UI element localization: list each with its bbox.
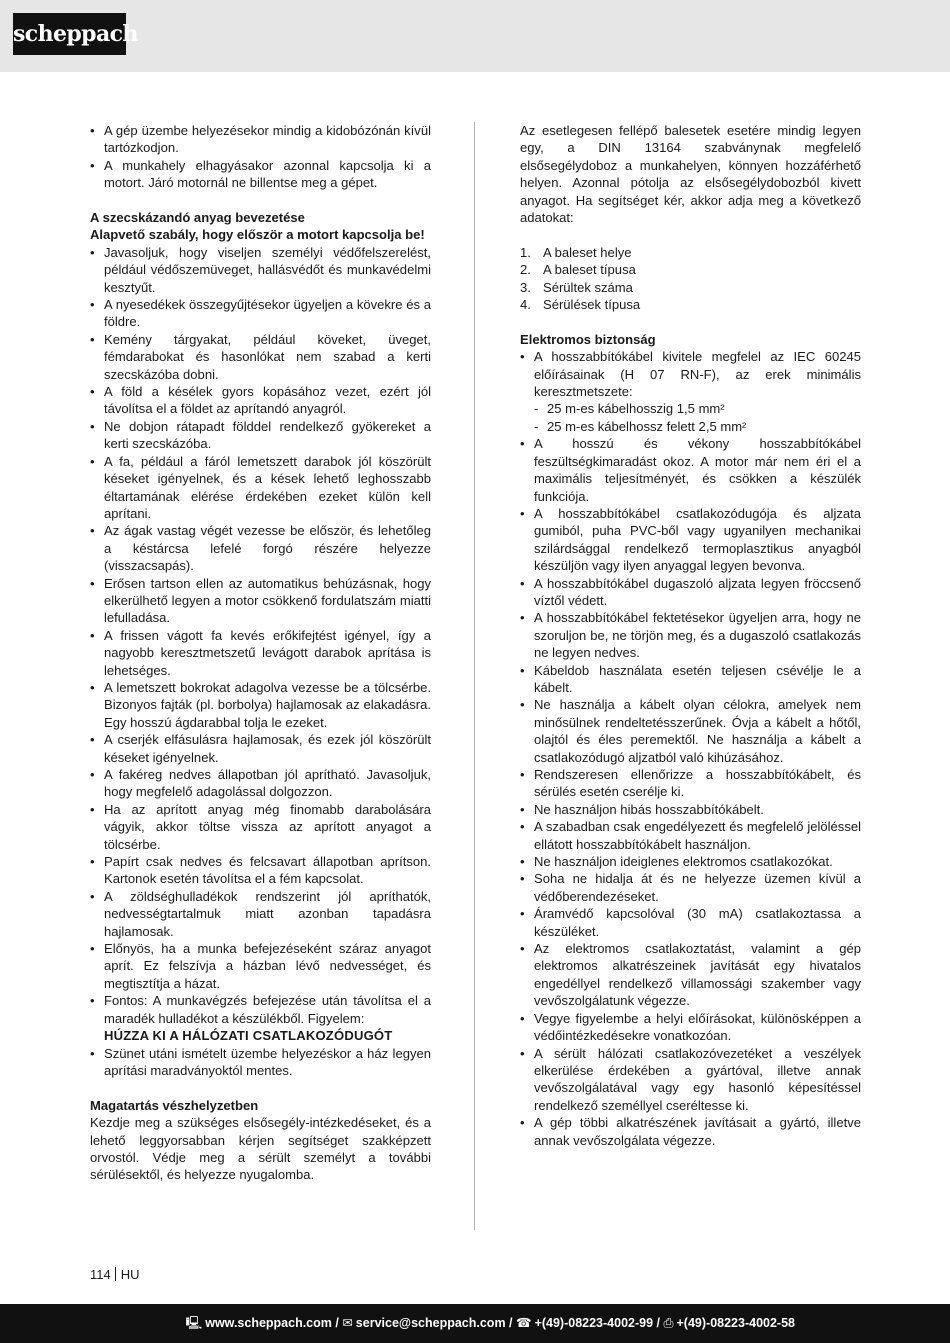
page-number-value: 114 [90, 1267, 111, 1282]
list-item: • A cserjék elfásulásra hajlamosak, és ezek jól köszörült késeket igényelnek. [90, 731, 431, 766]
list-item: • A fakéreg nedves állapotban jól aprítható. Javasoljuk, hogy megfelelő adagolással dolgozzon. [90, 766, 431, 801]
list-item: • A frissen vágott fa kevés erőkifejtést igényel, így a nagyobb keresztmetszetű levágott darabok aprítása is lehetséges. [90, 627, 431, 679]
numbered-item: 4. Sérülések típusa [520, 297, 641, 313]
numbered-item: 1. A baleset helye [520, 244, 632, 260]
list-item: • Vegye figyelembe a helyi előírásokat, különösképpen a védőintézkedésekre vonatkozóan. [520, 1010, 861, 1045]
list-item: • Ne használja a kábelt olyan célokra, amelyek nem minősülnek rendeltetésszerűnek. Óvja a kábelt a hőtől, olajtól és éles peremektől. Ne használja a kábelt a csatlakozódugó aljzatból való kihúzásához. [520, 696, 861, 766]
mail-icon: ✉ [342, 1316, 353, 1330]
email-link[interactable]: service@scheppach.com [355, 1316, 506, 1330]
phone-number: +(49)-08223-4002-99 [534, 1316, 654, 1330]
list-item: • A zöldséghulladékok rendszerint jól apríthatók, nedvességtartalmuk miatt azonban tapadásra hajlamosak. [90, 888, 431, 940]
list-item: • Ne használjon hibás hosszabbítókábelt. [520, 801, 861, 818]
list-item: • A sérült hálózati csatlakozóvezetéket a veszélyek elkerülése érdekében a gyártóval, illetve annak vevőszolgálatával vagy egy hasonló képesítéssel rendelkező személlyel cseréltesse ki. [520, 1045, 861, 1115]
contact-line: 🖳 www.scheppach.com / ✉ service@scheppach.com / ☎ +(49)-08223-4002-99 / ⎙ +(49)-08223-4002-58 [185, 1316, 795, 1330]
list-item: • Az ágak vastag végét vezesse be először, és lehetőleg a késtárcsa lefelé forgó részére helyezze (visszacsapás). [90, 522, 431, 574]
list-item: • Rendszeresen ellenőrizze a hosszabbítókábelt, és sérülés esetén cserélje ki. [520, 766, 861, 801]
scheppach-logo: scheppach [13, 13, 126, 55]
list-item: • A föld a késélek gyors kopásához vezet, ezért jól távolítsa el a földet az aprítandó anyagról. [90, 383, 431, 418]
list-item: • A nyesedékek összegyűjtésekor ügyeljen a kövekre és a földre. [90, 296, 431, 331]
fax-icon: ⎙ [663, 1316, 674, 1330]
list-item: • A szabadban csak engedélyezett és megfelelő jelöléssel ellátott hosszabbítókábelt használjon. [520, 818, 861, 853]
basic-rule: Alapvető szabály, hogy először a motort kapcsolja be! [90, 227, 425, 243]
intro-list [90, 122, 431, 192]
footer-bar [0, 1304, 950, 1343]
list-item: • Az elektromos csatlakoztatást, valamint a gép elektromos alkatrészeinek javítását egy hivatalos engedéllyel rendelkező villamossági szakember vagy vevőszolgálatunk végezze. [520, 940, 861, 1010]
section-heading-electrical: Elektromos biztonság [520, 331, 656, 347]
column-divider [474, 122, 475, 1230]
list-item: • A gép többi alkatrészének javításait a gyártó, illetve annak vevőszolgálata végezze. [520, 1114, 861, 1149]
fax-number: +(49)-08223-4002-58 [676, 1316, 795, 1330]
first-aid-text: Az esetlegesen fellépő balesetek esetére mindig legyen egy, a DIN 13164 szabványnak megfelelő elsősegélydoboz a munkahelyen, könnyen hozzáférhető helyen. Azonnal pótolja az elsősegélydobozból kivett anyagot. Ha segítséget kér, akkor adja meg a következő adatokat: [520, 123, 861, 226]
accident-info-list [520, 244, 861, 314]
website-link[interactable]: www.scheppach.com [205, 1316, 332, 1330]
list-item: • A hosszabbítókábel fektetésekor ügyeljen arra, hogy ne szoruljon be, ne törjön meg, és a dugaszoló csatlakozás ne legyen nedves. [520, 609, 861, 661]
sub-item: - 25 m-es kábelhossz felett 2,5 mm² [534, 418, 861, 435]
list-item: • Ne dobjon rátapadt földdel rendelkező gyökereket a kerti szecskázóba. [90, 418, 431, 453]
language-code: HU [120, 1267, 140, 1282]
section-heading-feeding: A szecskázandó anyag bevezetése [90, 210, 305, 226]
list-item: • Kemény tárgyakat, például köveket, üveget, fémdarabokat és hasonlókat nem szabad a kerti szecskázóba dobni. [90, 331, 431, 383]
list-item: • A hosszú és vékony hosszabbítókábel feszültségkimaradást okoz. A motor már nem éri el a maximális teljesítményét, és csökken a készülék funkciója. [520, 435, 861, 505]
list-item: • A hosszabbítókábel dugaszoló aljzata legyen fröccsenő víztől védett. [520, 575, 861, 610]
right-column [520, 122, 861, 1149]
list-item: • Erősen tartson ellen az automatikus behúzásnak, hogy elkerülhető legyen a motor csökkenő fordulatszám miatti lefulladása. [90, 575, 431, 627]
list-item: • A hosszabbítókábel kivitele megfelel az IEC 60245 előírásainak (H 07 RN-F), az erek minimális keresztmetszete: - 25 m-es kábelhosszig 1,5 mm² - 25 m-es kábelhossz felett 2,5 mm² [520, 348, 861, 435]
emergency-text: Kezdje meg a szükséges elsősegély-intézkedéseket, és a lehető leggyorsabban kérjen segítséget szakképzett orvostól. Védje meg a sérült személyt a további sérülésektől, és helyezze nyugalomba. [90, 1115, 431, 1183]
list-item: • Ha az aprított anyag még finomabb darabolására vágyik, akkor töltse vissza az aprított anyagot a tölcsérbe. [90, 801, 431, 853]
list-item: • A hosszabbítókábel csatlakozódugója és aljzata gumiból, puha PVC-ből vagy ugyanilyen mechanikai szilárdsággal rendelkező termoplasztikus anyagból készüljön vagy ilyen anyaggal legyen bevonva. [520, 505, 861, 575]
list-item: • A fa, például a fáról lemetszett darabok jól köszörült késeket igényelnek, és a kések lehető leghosszabb éltartamának elérése érdekében ezeket külön kell aprítani. [90, 453, 431, 523]
page-number [90, 1266, 140, 1283]
feeding-list [90, 244, 431, 1080]
header-band [0, 0, 950, 72]
numbered-item: 2. A baleset típusa [520, 262, 636, 278]
list-item: • A munkahely elhagyásakor azonnal kapcsolja ki a motort. Járó motornál ne billentse meg a gépet. [90, 157, 431, 192]
list-item: • A lemetszett bokrokat adagolva vezesse be a tölcsérbe. Bizonyos fajták (pl. borbolya) hajlamosak az elakadásra. Egy hosszú ágdarabbal tolja le ezeket. [90, 679, 431, 731]
list-item: • Soha ne hidalja át és ne helyezze üzemen kívül a védőberendezéseket. [520, 870, 861, 905]
unplug-warning: HÚZZA KI A HÁLÓZATI CSATLAKOZÓDUGÓT [104, 1028, 393, 1044]
numbered-item: 3. Sérültek száma [520, 279, 633, 295]
phone-icon: ☎ [515, 1316, 532, 1330]
important-text: Fontos: A munkavégzés befejezése után távolítsa el a maradék hulladékot a készülékből. Figyelem: [104, 993, 431, 1026]
electrical-list [520, 348, 861, 1149]
list-item: • A gép üzembe helyezésekor mindig a kidobózónán kívül tartózkodjon. [90, 122, 431, 157]
list-item: • Papírt csak nedves és felcsavart állapotban aprítson. Kartonok esetén távolítsa el a fém kapcsolat. [90, 853, 431, 888]
list-item: • Kábeldob használata esetén teljesen csévélje le a kábelt. [520, 662, 861, 697]
list-item: • Ne használjon ideiglenes elektromos csatlakozókat. [520, 853, 861, 870]
left-column [90, 122, 431, 1184]
list-item: • Javasoljuk, hogy viseljen személyi védőfelszerelést, például védőszemüveget, hallásvédőt és munkavédelmi kesztyűt. [90, 244, 431, 296]
sub-item: - 25 m-es kábelhosszig 1,5 mm² [534, 400, 861, 417]
list-item: • Áramvédő kapcsolóval (30 mA) csatlakoztassa a készüléket. [520, 905, 861, 940]
list-item: • Szünet utáni ismételt üzembe helyezéskor a ház legyen aprítási maradványoktól mentes. [90, 1045, 431, 1080]
computer-icon: 🖳 [185, 1316, 203, 1330]
list-item-important [90, 992, 431, 1044]
list-item: • Előnyös, ha a munka befejezéseként száraz anyagot aprít. Ez felszívja a házban lévő nedvességet, és megtisztítja a házat. [90, 940, 431, 992]
section-heading-emergency: Magatartás vészhelyzetben [90, 1097, 259, 1113]
cable-section-list [534, 400, 861, 435]
